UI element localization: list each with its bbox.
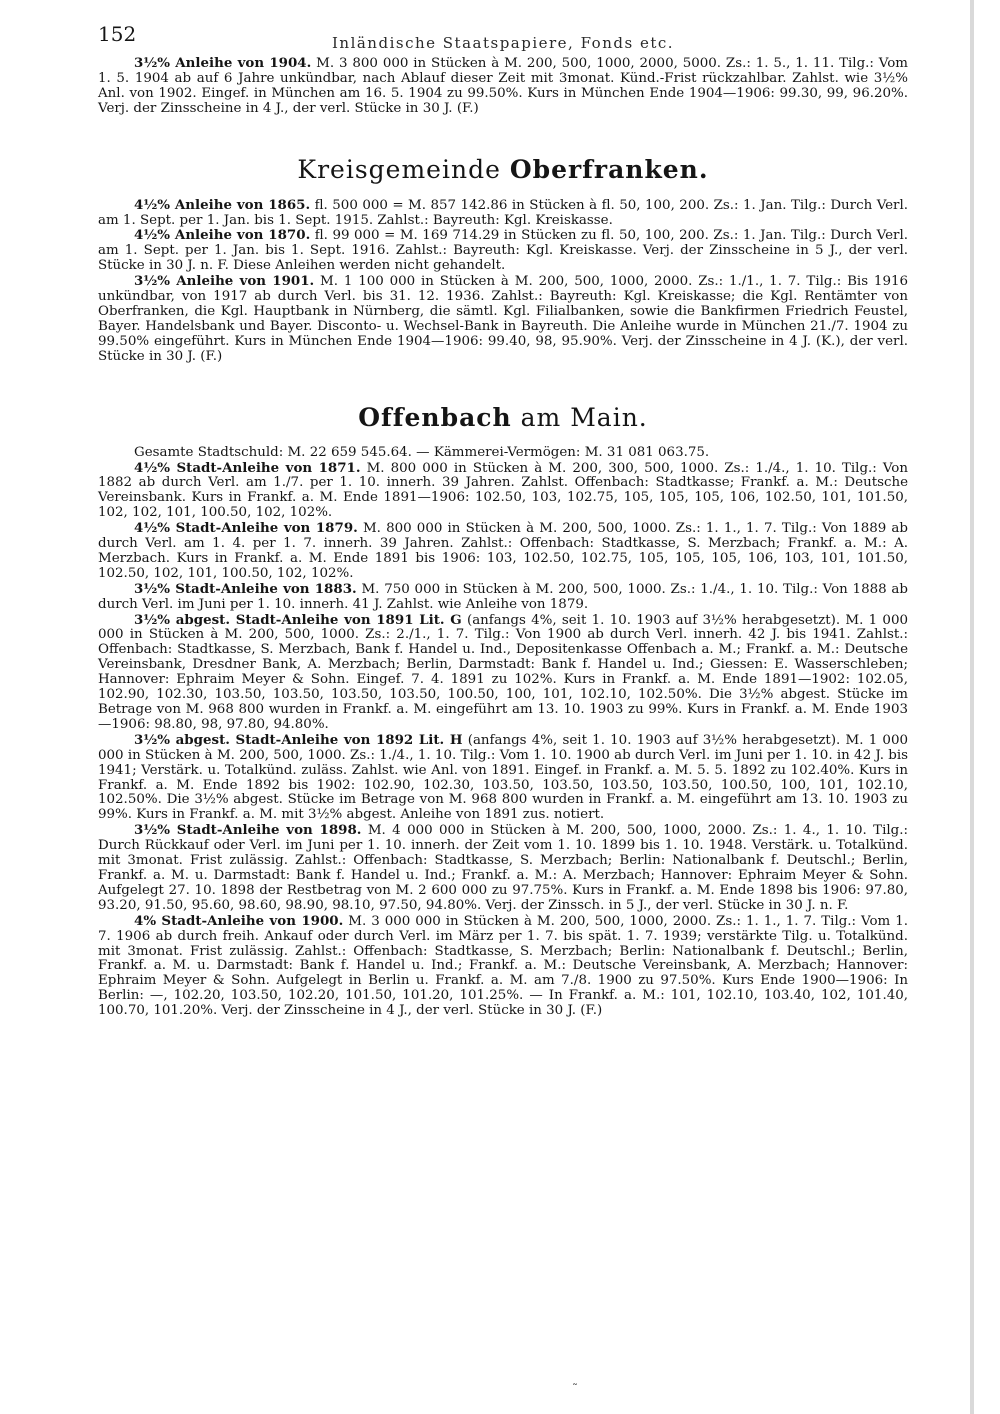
section-title-prefix: Kreisgemeinde bbox=[297, 154, 510, 184]
bond-entry-text: M. 3 800 000 in Stücken à M. 200, 500, 1000, 2000, 5000. Zs.: 1. 5., 1. 11. Tilg.: Vom 1. 5. 1904 ab auf 6 Jahre unkündbar, nach Ablauf dieser Zeit mit 3monat. Künd.-Frist rückzahlbar. Zahlst. wie 3½% Anl. von 1902. Eingef. in München am 16. 5. 1904 zu 99.50%. Kurs in München Ende 1904—1906: 99.30, 99, 96.20%. Verj. der Zinsscheine in 4 J., der verl. Stücke in 30 J. (F.) bbox=[98, 56, 908, 116]
section-title-offenbach bbox=[98, 403, 908, 432]
running-head: Inländische Staatspapiere, Fonds etc. bbox=[331, 34, 675, 52]
bond-entry bbox=[98, 613, 908, 733]
bond-entry bbox=[98, 823, 908, 913]
bond-entry-text: M. 1 100 000 in Stücken à M. 200, 500, 1000, 2000. Zs.: 1./1., 1. 7. Tilg.: Bis 1916 unkündbar, von 1917 ab durch Verl. bis 31. 12. 1936. Zahlst.: Bayreuth: Kgl. Kreiskasse; die Kgl. Rentämter von Oberfranken, die Kgl. Hauptbank in Nürnberg, die sämtl. Kgl. Filialbanken, sowie die Bankfirmen Friedrich Feustel, Bayer. Handelsbank und Bayer. Disconto- u. Wechsel-Bank in Bayreuth. Die Anleihe wurde in München 21./7. 1904 zu 99.50% eingeführt. Kurs in München Ende 1904—1906: 99.40, 98, 95.90%. Verj. der Zinsscheine in 4 J. (K.), der verl. Stücke in 30 J. (F.) bbox=[98, 274, 908, 364]
bond-entry-text: (anfangs 4%, seit 1. 10. 1903 auf 3½% herabgesetzt). M. 1 000 000 in Stücken à M. 200, 500, 1000. Zs.: 1./4., 1. 10. Tilg.: Vom 1. 10. 1900 ab durch Verl. im Juni per 1. 10. in 42 J. bis 1941; Verstärk. u. Totalkünd. zuläss. Zahlst. wie Anl. von 1891. Eingef. in Frankf. a. M. 5. 5. 1892 zu 102.40%. Kurs in Frankf. a. M. Ende 1892 bis 1902: 102.90, 102.30, 103.50, 103.50, 103.50, 103.50, 100.50, 100, 101, 102.10, 102.50%. Die 3½% abgest. Stücke im Betrage von M. 968 800 wurden in Frankf. a. M. eingeführt am 13. 10. 1903 zu 99%. Kurs in Frankf. a. M. mit 3½% abgest. Anleihe von 1891 zus. notiert. bbox=[98, 732, 908, 823]
bond-entry-title: 3½% abgest. Stadt-Anleihe von 1891 Lit. G bbox=[134, 611, 462, 628]
bond-entry bbox=[98, 582, 908, 613]
bond-entry-text: fl. 99 000 = M. 169 714.29 in Stücken zu fl. 50, 100, 200. Zs.: 1. Jan. Tilg.: Durch Verl. am 1. Sept. per 1. Jan. bis 1. Sept. 1916. Zahlst.: Bayreuth: Kgl. Kreiskasse. Verj. der Zinsscheine in 5 J., der verl. Stücke in 30 J. n. F. Diese Anleihen werden nicht gehandelt. bbox=[98, 228, 908, 274]
bond-entry bbox=[98, 914, 908, 1019]
bond-entry bbox=[98, 228, 908, 274]
bond-entry-title: 4½% Stadt-Anleihe von 1879. bbox=[134, 520, 358, 537]
bond-entry-title: 4½% Anleihe von 1870. bbox=[134, 227, 311, 244]
page-header bbox=[98, 20, 908, 56]
bond-entry-text: fl. 500 000 = M. 857 142.86 in Stücken à fl. 50, 100, 200. Zs.: 1. Jan. Tilg.: Durch Verl. am 1. Sept. per 1. Jan. bis 1. Sept. 1915. Zahlst.: Bayreuth: Kgl. Kreiskasse. bbox=[98, 197, 908, 228]
bond-entry-title: 3½% Anleihe von 1904. bbox=[134, 55, 312, 71]
page-edge-shadow bbox=[970, 0, 974, 1414]
section-title-oberfranken bbox=[98, 155, 908, 184]
stray-mark: ˜ bbox=[572, 1382, 578, 1396]
bond-entry-title: 4% Stadt-Anleihe von 1900. bbox=[134, 912, 344, 929]
bond-entry-text: M. 4 000 000 in Stücken à M. 200, 500, 1000, 2000. Zs.: 1. 4., 1. 10. Tilg.: Durch Rückkauf oder Verl. im Juni per 1. 10. innerh. der Zeit vom 1. 10. 1899 bis 1. 10. 1948. Verstärk. u. Totalkünd. mit 3monat. Frist zulässig. Zahlst.: Offenbach: Stadtkasse, S. Merzbach; Berlin: Nationalbank f. Deutschl.; Berlin, Frankf. a. M. u. Darmstadt: Bank f. Handel u. Ind.; Frankf. a. M.: A. Merzbach; Hannover: Ephraim Meyer & Sohn. Aufgelegt 27. 10. 1898 der Restbetrag von M. 2 600 000 zu 97.75%. Kurs in Frankf. a. M. Ende 1898 bis 1906: 97.80, 93.20, 91.50, 95.60, 98.60, 98.90, 98.10, 97.50, 94.80%. Verj. der Zinssch. in 5 J., der verl. Stücke in 30 J. n. F. bbox=[98, 823, 908, 913]
bond-entry-text: M. 750 000 in Stücken à M. 200, 500, 1000. Zs.: 1./4., 1. 10. Tilg.: Von 1888 ab durch Verl. im Juni per 1. 10. innerh. 41 J. Zahlst. wie Anleihe von 1879. bbox=[98, 581, 908, 612]
bond-entry-text: M. 3 000 000 in Stücken à M. 200, 500, 1000, 2000. Zs.: 1. 1., 1. 7. Tilg.: Vom 1. 7. 1906 ab durch freih. Ankauf oder durch Verl. im März per 1. 7. bis spät. 1. 7. 1939; verstärkte Tilg. u. Totalkünd. mit 3monat. Frist zulässig. Zahlst.: Offenbach: Stadtkasse, S. Merzbach; Berlin: Nationalbank f. Deutschl.; Berlin, Frankf. a. M. u. Darmstadt: Bank f. Handel u. Ind.; Frankf. a. M.: Deutsche Vereinsbank, A. Merzbach; Hannover: Ephraim Meyer & Sohn. Aufgelegt in Berlin u. Frankf. a. M. am 7./8. 1900 zu 97.50%. Kurs Ende 1900—1906: In Berlin: —, 102.20, 103.50, 102.20, 101.50, 101.20, 101.25%. — In Frankf. a. M.: 101, 102.10, 103.40, 102, 101.40, 100.70, 101.20%. Verj. der Zinsscheine in 4 J., der verl. Stücke in 30 J. (F.) bbox=[98, 913, 908, 1019]
bond-entry-title: 4½% Anleihe von 1865. bbox=[134, 196, 311, 213]
bond-entry-text: M. 800 000 in Stücken à M. 200, 500, 1000. Zs.: 1. 1., 1. 7. Tilg.: Von 1889 ab durch Verl. am 1. 4. per 1. 7. innerh. 39 Jahren. Zahlst.: Offenbach: Stadtkasse, S. Merzbach; Frankf. a. M.: A. Merzbach. Kurs in Frankf. a. M. Ende 1891 bis 1906: 103, 102.50, 102.75, 105, 105, 105, 106, 103, 101, 101.50, 102.50, 102, 101, 100.50, 102, 102%. bbox=[98, 521, 908, 581]
page-number: 152 bbox=[98, 22, 137, 46]
bond-entry bbox=[98, 733, 908, 823]
bond-entry-title: 3½% Stadt-Anleihe von 1883. bbox=[134, 580, 357, 597]
bond-entry-title: 3½% Anleihe von 1901. bbox=[134, 273, 315, 290]
bond-entry bbox=[98, 274, 908, 364]
debt-summary: Gesamte Stadtschuld: M. 22 659 545.64. — Kämmerei-Vermögen: M. 31 081 063.75. bbox=[134, 444, 710, 460]
bond-entry-text: (anfangs 4%, seit 1. 10. 1903 auf 3½% herabgesetzt). M. 1 000 000 in Stücken à M. 200, 500, 1000. Zs.: 2./1., 1. 7. Tilg.: Von 1900 ab durch Verl. innerh. 42 J. bis 1941. Zahlst.: Offenbach: Stadtkasse, S. Merzbach, Bank f. Handel u. Ind., Depositenkasse Offenbach a. M.; Frankf. a. M.: Deutsche Vereinsbank, Dresdner Bank, A. Merzbach; Berlin, Darmstadt: Bank f. Handel u. Ind.; Giessen: E. Wasserschleben; Hannover: Ephraim Meyer & Sohn. Eingef. 7. 4. 1891 zu 102%. Kurs in Frankf. a. M. Ende 1891—1902: 102.05, 102.90, 102.30, 103.50, 103.50, 103.50, 103.50, 100.50, 100, 101, 102.10, 102.50%. Die 3½% abgest. Stücke im Betrage von M. 968 800 wurden in Frankf. a. M. eingeführt am 13. 10. 1903 zu 99%. Kurs in Frankf. a. M. Ende 1903—1906: 98.80, 98, 97.80, 94.80%. bbox=[98, 612, 908, 732]
bond-entry-title: 3½% abgest. Stadt-Anleihe von 1892 Lit. H bbox=[134, 731, 463, 748]
bond-entry-title: 4½% Stadt-Anleihe von 1871. bbox=[134, 459, 361, 476]
section-title-main: Offenbach bbox=[358, 402, 512, 432]
bond-entry-title: 3½% Stadt-Anleihe von 1898. bbox=[134, 822, 362, 839]
section-title-main: Oberfranken. bbox=[509, 154, 709, 184]
bond-entry bbox=[98, 461, 908, 522]
bond-entry-text: M. 800 000 in Stücken à M. 200, 300, 500, 1000. Zs.: 1./4., 1. 10. Tilg.: Von 1882 ab durch Verl. am 1./7. per 1. 10. innerh. 39 Jahren. Zahlst. Offenbach: Stadtkasse; Frankf. a. M.: Deutsche Vereinsbank. Kurs in Frankf. a. M. Ende 1891—1906: 102.50, 103, 102.75, 105, 105, 105, 106, 102.50, 101, 101.50, 102, 102, 101, 100.50, 102, 102%. bbox=[98, 460, 908, 521]
bond-entry bbox=[98, 521, 908, 582]
bond-entry bbox=[98, 198, 908, 229]
page-content bbox=[98, 20, 908, 1019]
section-title-suffix: am Main. bbox=[511, 402, 648, 432]
bond-entry bbox=[98, 56, 908, 117]
